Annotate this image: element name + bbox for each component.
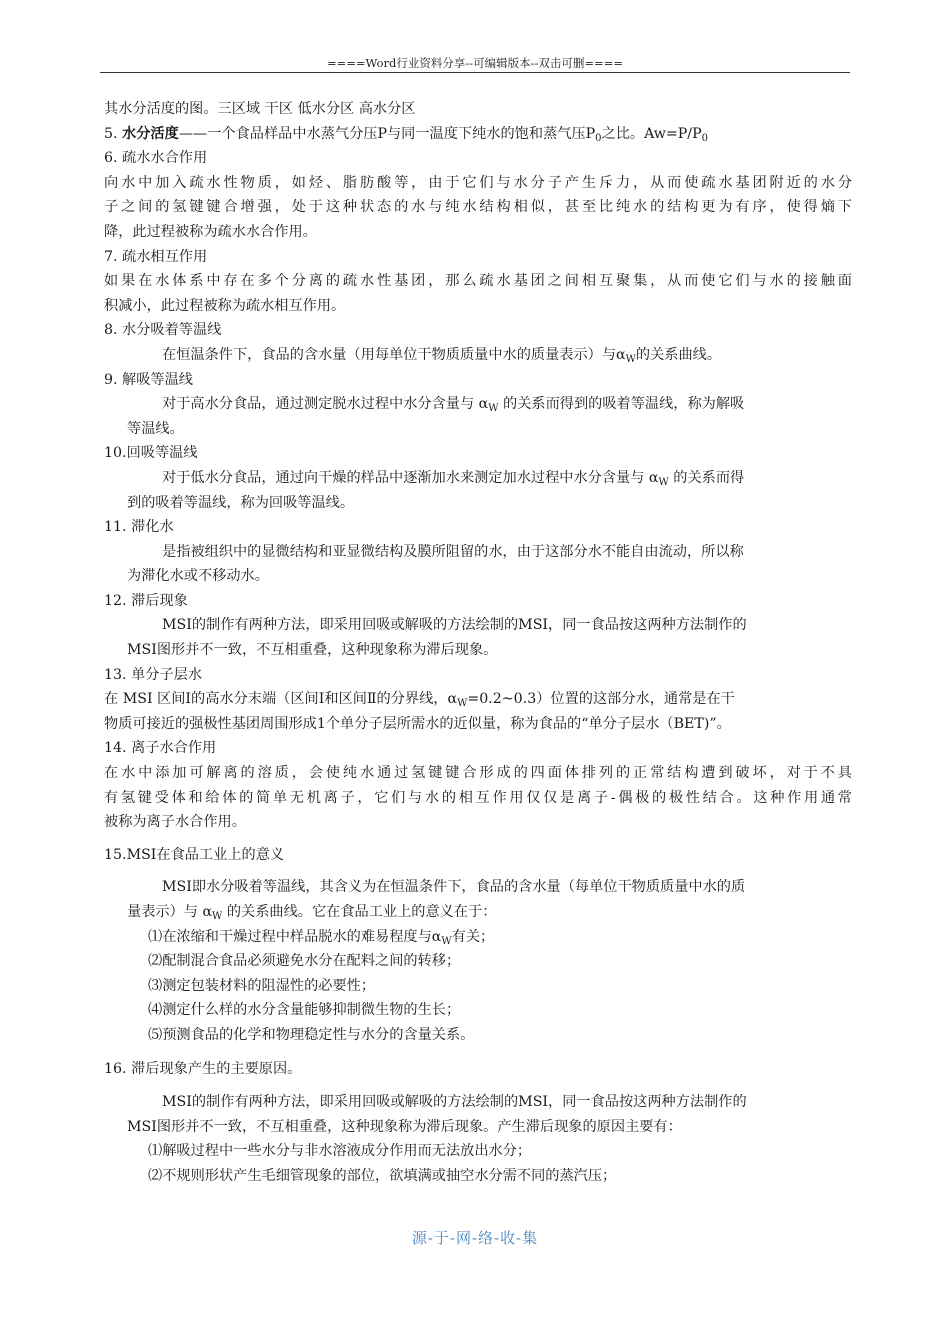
text-line xyxy=(104,900,852,925)
text-line: 等温线。 xyxy=(127,420,184,437)
subscript: 0 xyxy=(595,132,602,144)
text-segment: 有关； xyxy=(451,928,495,945)
text-line: 物质可接近的强极性基团周围形成1个单分子层所需水的近似量，称为食品的“单分子层水（BET)”。 xyxy=(104,715,731,732)
subscript: W xyxy=(488,403,499,415)
text-line: MSI的制作有两种方法，即采用回吸或解吸的方法绘制的MSI，同一食品按这两种方法制作的 xyxy=(162,617,747,634)
list-item xyxy=(104,925,852,950)
text-segment: =0.2~0.3）位置的这部分水，通常是在干 xyxy=(467,691,735,708)
section-heading: 14. 离子水合作用 xyxy=(104,740,217,757)
section-heading: 8. 水分吸着等温线 xyxy=(104,322,222,339)
section-heading: 15.MSI在食品工业上的意义 xyxy=(104,846,285,863)
subscript: W xyxy=(441,935,452,947)
text-line: 被称为离子水合作用。 xyxy=(104,814,246,831)
section-heading: 6. 疏水水合作用 xyxy=(104,150,208,167)
section-heading: 16. 滞后现象产生的主要原因。 xyxy=(104,1060,302,1077)
section-heading: 11. 滞化水 xyxy=(104,519,174,536)
text-segment: 量表示）与 α xyxy=(127,904,213,920)
text-line: MSI的制作有两种方法，即采用回吸或解吸的方法绘制的MSI，同一食品按这两种方法制作的 xyxy=(162,1094,747,1111)
text-line: MSI图形并不一致，不互相重叠，这种现象称为滞后现象。 xyxy=(127,642,498,659)
text-line: MSI图形并不一致，不互相重叠，这种现象称为滞后现象。产生滞后现象的原因主要有： xyxy=(127,1118,682,1135)
text-line: 到的吸着等温线，称为回吸等温线。 xyxy=(127,494,355,511)
text-line xyxy=(104,392,852,417)
page-header: ====Word行业资料分享--可编辑版本--双击可删==== xyxy=(327,56,623,70)
term: 水分活度 xyxy=(122,125,179,142)
text-line xyxy=(104,687,852,712)
list-item: ⑶测定包装材料的阻湿性的必要性； xyxy=(148,977,376,994)
text-line: 向水中加入疏水性物质，如烃、脂肪酸等，由于它们与水分子产生斥力，从而使疏水基团附近的水分 xyxy=(104,174,852,191)
text-segment: 的关系而得到的吸着等温线，称为解吸 xyxy=(498,396,745,413)
text-line: 其水分活度的图。三区域 干区 低水分区 高水分区 xyxy=(104,101,416,117)
subscript: W xyxy=(658,476,669,488)
section-heading: 7. 疏水相互作用 xyxy=(104,248,208,265)
list-item: ⑴解吸过程中一些水分与非水溶液成分作用而无法放出水分； xyxy=(148,1143,532,1160)
text-segment: ——一个食品样品中水蒸气分压P与同一温度下纯水的饱和蒸气压P xyxy=(178,125,596,142)
subscript: W xyxy=(625,353,636,365)
definition-item-5 xyxy=(104,122,852,147)
text-line: 如果在水体系中存在多个分离的疏水性基团，那么疏水基团之间相互聚集，从而使它们与水的接触面 xyxy=(104,273,852,290)
page-footer: 源-于-网-络-收-集 xyxy=(411,1229,539,1247)
list-item: ⑵不规则形状产生毛细管现象的部位，欲填满或抽空水分需不同的蒸汽压； xyxy=(148,1167,617,1184)
text-line: 降，此过程被称为疏水水合作用。 xyxy=(104,223,317,240)
text-segment: 对于高水分食品，通过测定脱水过程中水分含量与 α xyxy=(162,396,489,413)
item-number: 5. xyxy=(104,125,123,142)
list-item: ⑸预测食品的化学和物理稳定性与水分的含量关系。 xyxy=(148,1026,475,1043)
text-line xyxy=(104,466,852,491)
section-heading: 12. 滞后现象 xyxy=(104,592,188,609)
text-segment: 之比。Aw=P/P xyxy=(601,125,702,142)
header-rule xyxy=(100,72,850,73)
subscript: 0 xyxy=(701,132,708,144)
text-segment: 的关系曲线。它在食品工业上的意义在于： xyxy=(222,904,497,920)
subscript: W xyxy=(457,698,468,710)
subscript: W xyxy=(212,911,223,922)
text-line: 积减小，此过程被称为疏水相互作用。 xyxy=(104,297,346,314)
text-line: 在水中添加可解离的溶质，会使纯水通过氢键键合形成的四面体排列的正常结构遭到破坏，对于不具 xyxy=(104,765,852,782)
text-line: 是指被组织中的显微结构和亚显微结构及膜所阻留的水，由于这部分水不能自由流动，所以称 xyxy=(162,543,744,560)
text-segment: 对于低水分食品，通过向干燥的样品中逐渐加水来测定加水过程中水分含量与 α xyxy=(162,469,659,486)
section-heading: 10.回吸等温线 xyxy=(104,445,198,462)
document-body xyxy=(104,97,852,1189)
text-line: 有氢键受体和给体的简单无机离子，它们与水的相互作用仅仅是离子-偶极的极性结合。这种作用通常 xyxy=(104,789,852,806)
text-segment: ⑴在浓缩和干燥过程中样品脱水的难易程度与α xyxy=(148,928,442,945)
text-segment: 的关系而得 xyxy=(668,469,745,486)
list-item: ⑷测定什么样的水分含量能够抑制微生物的生长； xyxy=(148,1002,461,1019)
text-segment: 的关系曲线。 xyxy=(635,346,722,363)
text-line: MSI即水分吸着等温线，其含义为在恒温条件下，食品的含水量（每单位干物质质量中水的质 xyxy=(162,879,746,896)
list-item: ⑵配制混合食品必须避免水分在配料之间的转移； xyxy=(148,953,461,970)
section-heading: 9. 解吸等温线 xyxy=(104,371,193,388)
text-line xyxy=(104,343,852,368)
text-line: 子之间的氢键键合增强，处于这种状态的水与纯水结构相似，甚至比纯水的结构更为有序，使得熵下 xyxy=(104,199,852,216)
text-line: 为滞化水或不移动水。 xyxy=(127,568,269,585)
text-segment: 在恒温条件下，食品的含水量（用每单位干物质质量中水的质量表示）与α xyxy=(162,346,626,363)
text-segment: 在 MSI 区间Ⅰ的高水分末端（区间Ⅰ和区间Ⅱ的分界线，α xyxy=(104,691,458,708)
section-heading: 13. 单分子层水 xyxy=(104,666,203,683)
